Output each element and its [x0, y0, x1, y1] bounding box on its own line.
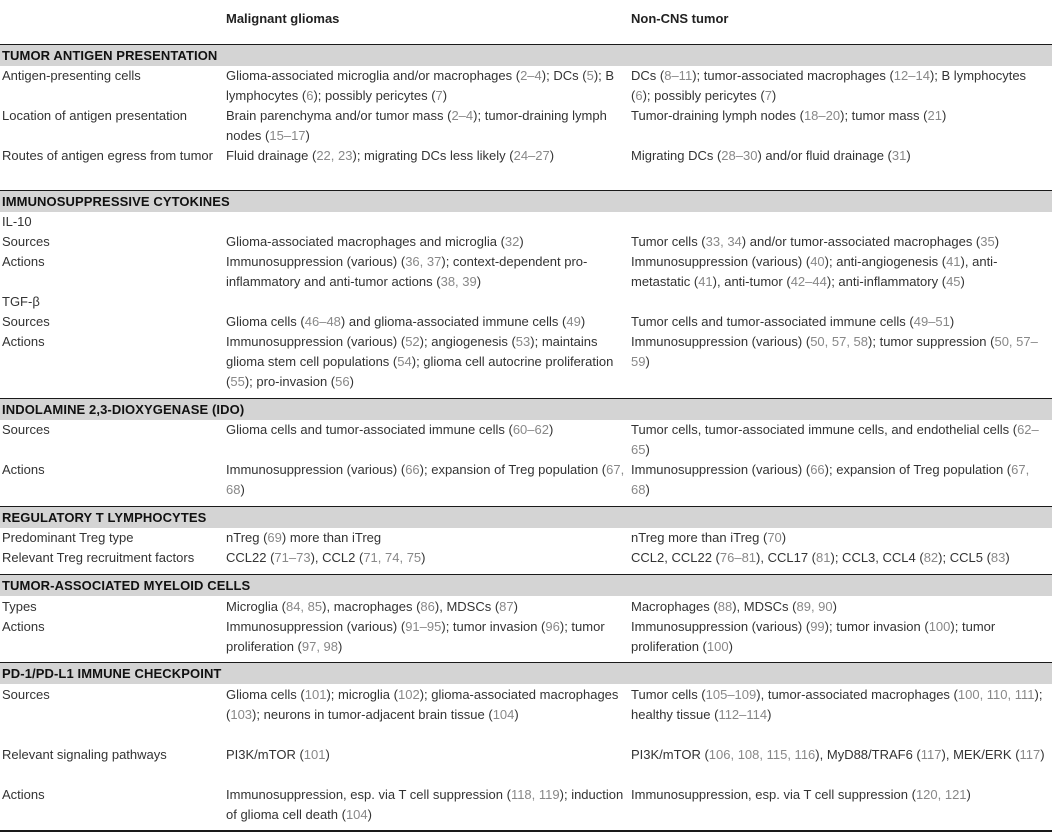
- citation-reference[interactable]: 103: [230, 707, 253, 722]
- citation-reference[interactable]: 101: [304, 687, 327, 702]
- citation-reference[interactable]: 28–30: [721, 148, 758, 163]
- row-label: Actions: [2, 619, 45, 634]
- citation-reference[interactable]: 71, 74, 75: [363, 550, 422, 565]
- citation-reference[interactable]: 49: [566, 314, 581, 329]
- section-title: PD-1/PD-L1 IMMUNE CHECKPOINT: [2, 666, 222, 681]
- citation-reference[interactable]: 71–73: [274, 550, 311, 565]
- citation-reference[interactable]: 83: [990, 550, 1006, 565]
- citation-reference[interactable]: 49–51: [913, 314, 950, 329]
- citation-reference[interactable]: 40: [810, 254, 825, 269]
- citation-reference[interactable]: 6: [306, 88, 314, 103]
- citation-reference[interactable]: 87: [499, 599, 514, 614]
- non-cns-cell: Immunosuppression (various) (50, 57, 58); tumor suppression (50, 57–59): [631, 334, 1038, 369]
- row-label: Relevant signaling pathways: [2, 747, 167, 762]
- row-label: Predominant Treg type: [2, 530, 134, 545]
- non-cns-cell: Immunosuppression (various) (66); expansion of Treg population (67, 68): [631, 462, 1030, 497]
- citation-reference[interactable]: 54: [397, 354, 412, 369]
- citation-reference[interactable]: 2–4: [451, 108, 474, 123]
- citation-reference[interactable]: 32: [504, 234, 520, 249]
- citation-reference[interactable]: 117: [920, 747, 942, 762]
- citation-reference[interactable]: 12–14: [893, 68, 930, 83]
- citation-reference[interactable]: 55: [230, 374, 245, 389]
- glioma-cell: Fluid drainage (22, 23); migrating DCs less likely (24–27): [226, 148, 555, 163]
- citation-reference[interactable]: 100: [706, 639, 729, 654]
- citation-reference[interactable]: 35: [980, 234, 995, 249]
- glioma-cell: Brain parenchyma and/or tumor mass (2–4); tumor-draining lymph nodes (15–17): [226, 108, 607, 143]
- row-label: Relevant Treg recruitment factors: [2, 550, 195, 565]
- section-header: [0, 190, 1052, 212]
- citation-reference[interactable]: 7: [764, 88, 772, 103]
- subgroup-label-il10: IL-10: [2, 214, 32, 229]
- citation-reference[interactable]: 99: [810, 619, 825, 634]
- section-title: TUMOR ANTIGEN PRESENTATION: [2, 48, 218, 63]
- non-cns-cell: Tumor-draining lymph nodes (18–20); tumor mass (21): [631, 108, 947, 123]
- non-cns-cell: Tumor cells (33, 34) and/or tumor-associated macrophages (35): [631, 234, 1000, 249]
- citation-reference[interactable]: 91–95: [405, 619, 442, 634]
- citation-reference[interactable]: 2–4: [520, 68, 542, 83]
- row-label: Routes of antigen egress from tumor: [2, 148, 213, 163]
- table-header: [0, 0, 1052, 40]
- citation-reference[interactable]: 45: [946, 274, 961, 289]
- citation-reference[interactable]: 81: [816, 550, 831, 565]
- citation-reference[interactable]: 104: [492, 707, 515, 722]
- row-label: Sources: [2, 314, 50, 329]
- section-title: REGULATORY T LYMPHOCYTES: [2, 510, 207, 525]
- citation-reference[interactable]: 62–65: [631, 422, 1039, 457]
- row-label: Types: [2, 599, 37, 614]
- citation-reference[interactable]: 31: [891, 148, 907, 163]
- citation-reference[interactable]: 41: [946, 254, 961, 269]
- non-cns-cell: Immunosuppression, esp. via T cell suppression (120, 121): [631, 787, 971, 802]
- section-title: IMMUNOSUPPRESSIVE CYTOKINES: [2, 194, 230, 209]
- citation-reference[interactable]: 5: [586, 68, 594, 83]
- row-label: Sources: [2, 687, 50, 702]
- non-cns-cell: Immunosuppression (various) (40); anti-angiogenesis (41), anti-metastatic (41), anti-tumor (42–44); anti-inflammatory (45): [631, 254, 998, 289]
- glioma-cell: CCL22 (71–73), CCL2 (71, 74, 75): [226, 550, 426, 565]
- citation-reference[interactable]: 89, 90: [796, 599, 833, 614]
- citation-reference[interactable]: 60–62: [512, 422, 549, 437]
- section-header: [0, 44, 1052, 66]
- non-cns-cell: Tumor cells (105–109), tumor-associated macrophages (100, 110, 111); healthy tissue (112–114): [631, 687, 1043, 722]
- citation-reference[interactable]: 36, 37: [405, 254, 442, 269]
- citation-reference[interactable]: 102: [397, 687, 420, 702]
- citation-reference[interactable]: 67, 68: [226, 462, 625, 497]
- citation-reference[interactable]: 67, 68: [631, 462, 1030, 497]
- subgroup-label-tgf-beta: TGF-β: [2, 294, 40, 309]
- section-header: [0, 506, 1052, 528]
- citation-reference[interactable]: 112–114: [718, 707, 768, 722]
- citation-reference[interactable]: 15–17: [269, 128, 306, 143]
- citation-reference[interactable]: 104: [345, 807, 368, 822]
- glioma-cell: nTreg (69) more than iTreg: [226, 530, 382, 545]
- row-label: Antigen-presenting cells: [2, 68, 141, 83]
- row-label: Actions: [2, 787, 45, 802]
- non-cns-cell: DCs (8–11); tumor-associated macrophages (12–14); B lymphocytes (6); possibly pericytes (7): [631, 68, 1027, 103]
- citation-reference[interactable]: 101: [303, 747, 326, 762]
- citation-reference[interactable]: 97, 98: [301, 639, 339, 654]
- non-cns-cell: Macrophages (88), MDSCs (89, 90): [631, 599, 837, 614]
- citation-reference[interactable]: 86: [420, 599, 435, 614]
- non-cns-cell: Immunosuppression (various) (99); tumor invasion (100); tumor proliferation (100): [631, 619, 996, 654]
- citation-reference[interactable]: 46–48: [304, 314, 341, 329]
- citation-reference[interactable]: 53: [515, 334, 531, 349]
- non-cns-cell: nTreg more than iTreg (70): [631, 530, 787, 545]
- section-header: [0, 398, 1052, 420]
- citation-reference[interactable]: 24–27: [513, 148, 550, 163]
- citation-reference[interactable]: 21: [927, 108, 942, 123]
- glioma-cell: Glioma cells (101); microglia (102); glioma-associated macrophages (103); neurons in tumor-adjacent brain tissue (104): [226, 687, 619, 722]
- citation-reference[interactable]: 88: [717, 599, 733, 614]
- citation-reference[interactable]: 117: [1019, 747, 1041, 762]
- citation-reference[interactable]: 50, 57–59: [631, 334, 1038, 369]
- row-label: Actions: [2, 334, 45, 349]
- glioma-cell: Glioma-associated microglia and/or macrophages (2–4); DCs (5); B lymphocytes (6); possibly pericytes (7): [226, 68, 615, 103]
- citation-reference[interactable]: 69: [267, 530, 282, 545]
- section-header: [0, 662, 1052, 684]
- citation-reference[interactable]: 105–109: [705, 687, 757, 702]
- glioma-cell: Immunosuppression (various) (36, 37); context-dependent pro-inflammatory and anti-tumor actions (38, 39): [226, 254, 588, 289]
- glioma-cell: Immunosuppression (various) (52); angiogenesis (53); maintains glioma stem cell populations (54); glioma cell autocrine proliferation (55); pro-invasion (56): [226, 334, 614, 389]
- glioma-cell: Immunosuppression (various) (91–95); tumor invasion (96); tumor proliferation (97, 98): [226, 619, 605, 654]
- section-title: INDOLAMINE 2,3-DIOXYGENASE (IDO): [2, 402, 245, 417]
- citation-reference[interactable]: 8–11: [664, 68, 693, 83]
- citation-reference[interactable]: 100, 110, 111: [957, 687, 1035, 702]
- citation-reference[interactable]: 41: [698, 274, 713, 289]
- citation-reference[interactable]: 50, 57, 58: [810, 334, 869, 349]
- row-label: Location of antigen presentation: [2, 108, 188, 123]
- non-cns-cell: PI3K/mTOR (106, 108, 115, 116), MyD88/TRAF6 (117), MEK/ERK (117): [631, 747, 1045, 762]
- citation-reference[interactable]: 66: [405, 462, 420, 477]
- citation-reference[interactable]: 100: [928, 619, 951, 634]
- section-header: [0, 574, 1052, 596]
- citation-reference[interactable]: 18–20: [803, 108, 841, 123]
- citation-reference[interactable]: 118, 119: [510, 787, 560, 802]
- citation-reference[interactable]: 82: [923, 550, 939, 565]
- row-label: Sources: [2, 422, 50, 437]
- glioma-cell: PI3K/mTOR (101): [226, 747, 330, 762]
- glioma-cell: Glioma-associated macrophages and microglia (32): [226, 234, 524, 249]
- glioma-cell: Glioma cells (46–48) and glioma-associated immune cells (49): [226, 314, 586, 329]
- citation-reference[interactable]: 84, 85: [285, 599, 323, 614]
- citation-reference[interactable]: 106, 108, 115, 116: [708, 747, 816, 762]
- citation-reference[interactable]: 120, 121: [915, 787, 967, 802]
- citation-reference[interactable]: 56: [335, 374, 350, 389]
- column-header-malignant-gliomas: Malignant gliomas: [226, 11, 340, 26]
- citation-reference[interactable]: 38, 39: [440, 274, 477, 289]
- non-cns-cell: CCL2, CCL22 (76–81), CCL17 (81); CCL3, CCL4 (82); CCL5 (83): [631, 550, 1010, 565]
- row-label: Actions: [2, 254, 45, 269]
- citation-reference[interactable]: 76–81: [719, 550, 757, 565]
- citation-reference[interactable]: 42–44: [790, 274, 827, 289]
- column-header-non-cns-tumor: Non-CNS tumor: [631, 11, 729, 26]
- citation-reference[interactable]: 70: [767, 530, 782, 545]
- citation-reference[interactable]: 66: [810, 462, 825, 477]
- row-label: Sources: [2, 234, 50, 249]
- section-title: TUMOR-ASSOCIATED MYELOID CELLS: [2, 578, 251, 593]
- glioma-cell: Immunosuppression (various) (66); expansion of Treg population (67, 68): [226, 462, 625, 497]
- citation-reference[interactable]: 6: [635, 88, 643, 103]
- non-cns-cell: Tumor cells and tumor-associated immune cells (49–51): [631, 314, 955, 329]
- glioma-cell: Glioma cells and tumor-associated immune cells (60–62): [226, 422, 554, 437]
- row-label: Actions: [2, 462, 45, 477]
- glioma-cell: Microglia (84, 85), macrophages (86), MDSCs (87): [226, 599, 518, 614]
- non-cns-cell: Migrating DCs (28–30) and/or fluid drainage (31): [631, 148, 911, 163]
- non-cns-cell: Tumor cells, tumor-associated immune cells, and endothelial cells (62–65): [631, 422, 1039, 457]
- citation-reference[interactable]: 52: [405, 334, 420, 349]
- citation-reference[interactable]: 96: [545, 619, 560, 634]
- citation-reference[interactable]: 33, 34: [705, 234, 742, 249]
- citation-reference[interactable]: 22, 23: [316, 148, 353, 163]
- glioma-cell: Immunosuppression, esp. via T cell suppression (118, 119); induction of glioma cell death (104): [226, 787, 624, 822]
- citation-reference[interactable]: 7: [435, 88, 443, 103]
